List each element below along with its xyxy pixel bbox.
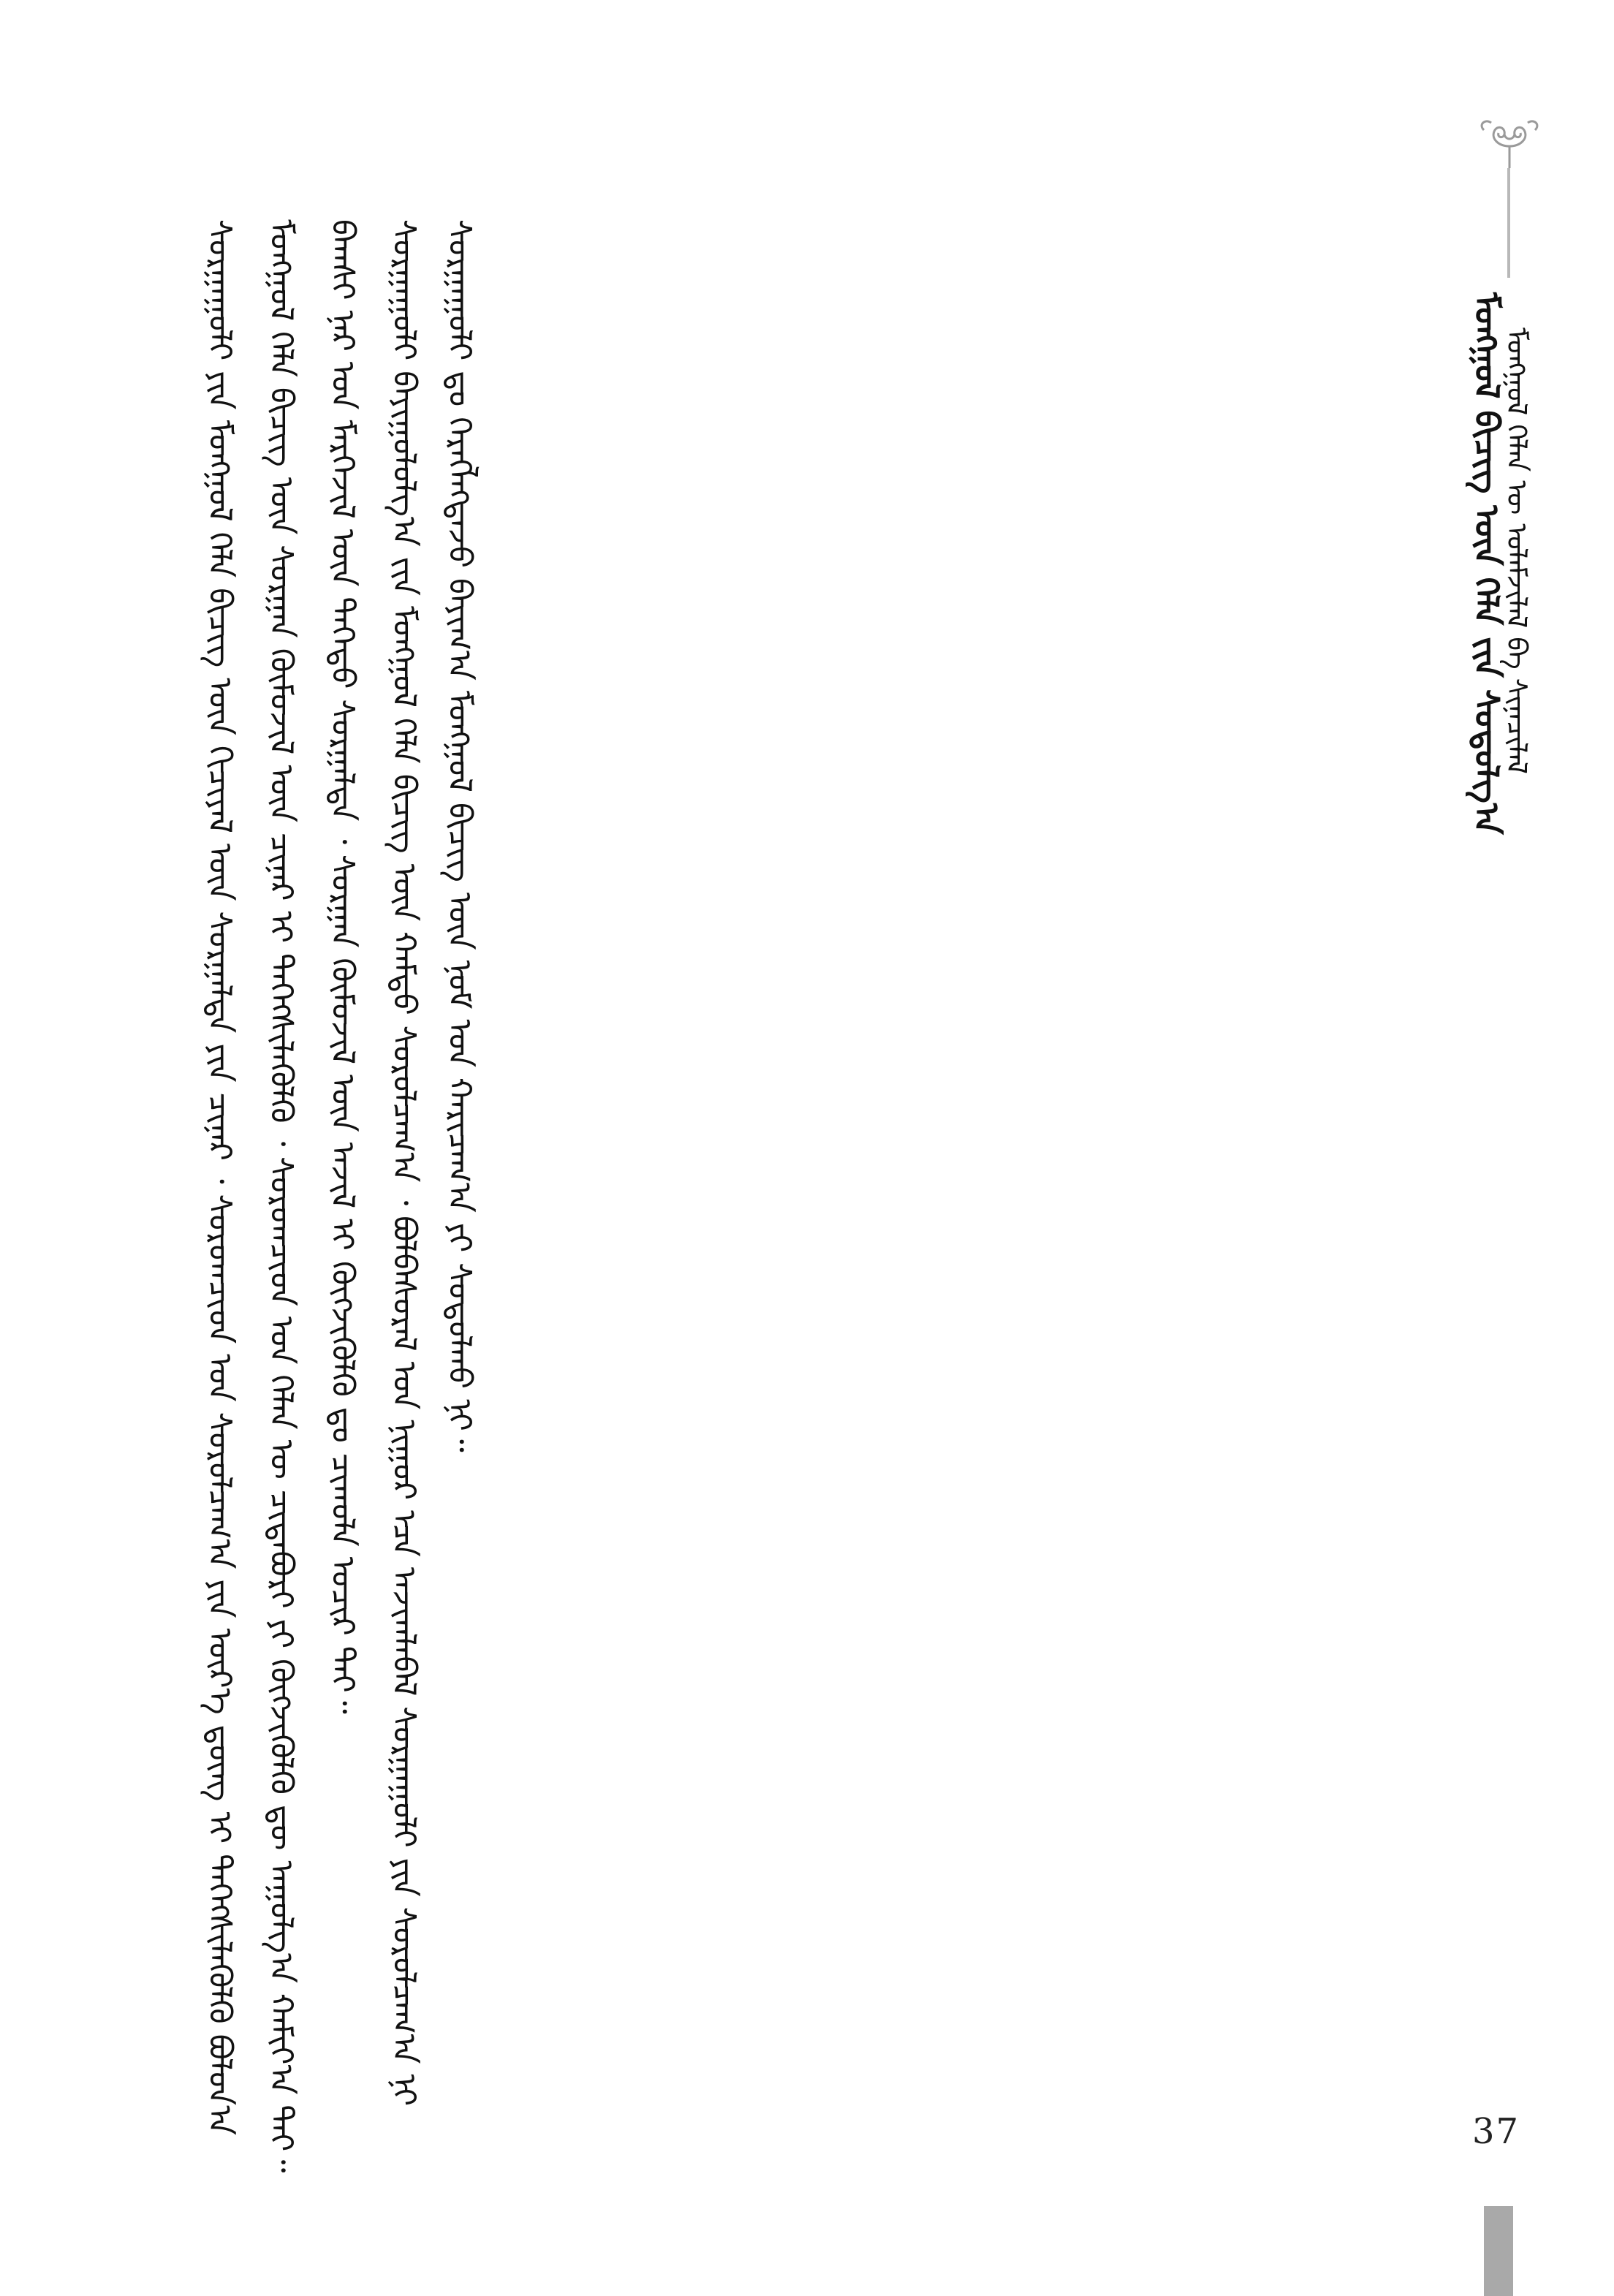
running-header-subtitle: ᠮᠣᠩᠭᠣᠯ ᠬᠡᠯᠡᠨ ᠦ ᠤᠯᠠᠮᠵᠢᠯᠠᠯ ᠪᠠ ᠰᠢᠨᠡᠴᠢᠯᠡᠯ — [1501, 327, 1533, 774]
body-text-column: ᠰᠤᠷᠭᠠᠭᠤᠯᠢ ᠶᠢᠨ ᠮᠣᠩᠭᠣᠯ ᠬᠡᠯᠡ ᠪᠢᠴᠢᠭ ᠦᠨ ᠬᠢᠴᠢᠶᠡᠯ ᠦᠨ ᠰᠤᠷᠭᠠᠯᠲᠠ ᠶᠢᠨ ᠴᠢᠨᠠᠷ ᠂ ᠰᠤᠷᠤᠭᠴᠢᠳ ᠤᠨ ᠰᠤᠷᠤᠯᠴᠠᠭ᠎ᠠ ᠶᠢᠨ ᠦᠷ᠎ᠡ ᠳ᠋ᠦᠩ ᠢ ᠳᠡᠭᠡᠭᠰᠢᠯᠡᠭᠦᠯᠬᠦ ᠪᠣᠯᠤᠨ᠎ᠠ — [201, 219, 238, 2136]
header-ornament-icon — [1469, 117, 1550, 168]
body-text-column: ᠰᠤᠷᠭᠠᠭᠤᠯᠢ ᠪᠠᠶᠢᠭᠤᠯᠤᠯᠭ᠎ᠠ ᠵᠢᠨ ᠮᠣᠩᠭᠣᠯ ᠬᠡᠯᠡ ᠪᠢᠴᠢᠭ ᠦᠨ ᠬᠠᠮᠲᠤ ᠰᠤᠷᠤᠯᠴᠠᠭ᠎ᠠ ᠂ ᠪᠣᠯᠪᠠᠰᠤᠷᠠᠯ ᠤᠨ ᠨᠢᠭᠤᠷ ᠡᠴᠡ ᠠᠵᠢᠭᠯᠠᠪᠠᠯ ᠰᠤᠷᠭᠠᠭᠤᠯᠢ ᠶᠢᠨ ᠰᠤᠷᠤᠯᠴᠠᠭ᠎ᠠ ᠨᠢ — [385, 219, 423, 2107]
body-text-column: ᠮᠣᠩᠭᠣᠯ ᠬᠡᠯᠡ ᠪᠢᠴᠢᠭ ᠦᠨ ᠰᠤᠷᠭᠠᠨ ᠬᠦᠮᠦᠵᠢᠯ ᠦᠨ ᠴᠢᠨᠠᠷ ᠢ ᠳᠡᠭᠡᠭᠰᠢᠯᠡᠭᠦᠯᠬᠦ ᠂ ᠰᠤᠷᠤᠭᠴᠢᠳ ᠤᠨ ᠬᠡᠯᠡᠨ ᠦ ᠴᠢᠳᠠᠪᠤᠷᠢ ᠶᠢ ᠬᠥᠭᠵᠢᠭᠦᠯᠬᠦ ᠳᠦ ᠠᠭᠤᠯᠭ᠎ᠠ ᠬᠠᠮᠢᠶ᠎ᠠ ᠲᠠᠢ᠃ — [262, 219, 300, 2173]
header-divider — [1507, 168, 1510, 278]
page-number: 37 — [1472, 2111, 1520, 2152]
body-text-column: ᠰᠤᠷᠭᠠᠭᠤᠯᠢ ᠳᠤ ᠬᠡᠷᠡᠭᠯᠡᠭᠳᠡᠵᠦ ᠪᠠᠶᠢᠭ᠎ᠠ ᠮᠣᠩᠭᠣᠯ ᠪᠢᠴᠢᠭ ᠦᠨ ᠨᠣᠮ ᠤᠨ ᠬᠠᠷᠢᠴᠠᠭ᠎ᠠ ᠶᠢ ᠰᠤᠳᠤᠯᠬᠤ ᠨᠢ᠃ — [441, 219, 478, 1452]
body-text-column: ᠪᠠᠭᠰᠢ ᠨᠠᠷ ᠤᠨ ᠮᠡᠷᠭᠡᠵᠢᠯ ᠦᠨ ᠳᠡᠭᠡᠳᠦ ᠰᠤᠷᠭᠠᠯᠲᠠ ᠂ ᠰᠤᠷᠭᠠᠨ ᠬᠦᠮᠦᠵᠢᠯ ᠦᠨ ᠠᠵᠢᠯ ᠢ ᠬᠥᠭᠵᠢᠭᠦᠯᠬᠦ ᠳᠤ ᠴᠢᠬᠤᠯᠠ ᠤᠴᠢᠷ ᠲᠠᠢ᠃ — [324, 219, 361, 1714]
running-header-title: ᠮᠣᠩᠭᠣᠯ ᠪᠢᠴᠢᠭ ᠦᠨ ᠬᠡᠯᠡ ᠵᠢᠨ ᠰᠤᠳᠤᠯᠭ᠎ᠠ — [1467, 292, 1507, 835]
page-edge-tab — [1484, 2206, 1513, 2296]
